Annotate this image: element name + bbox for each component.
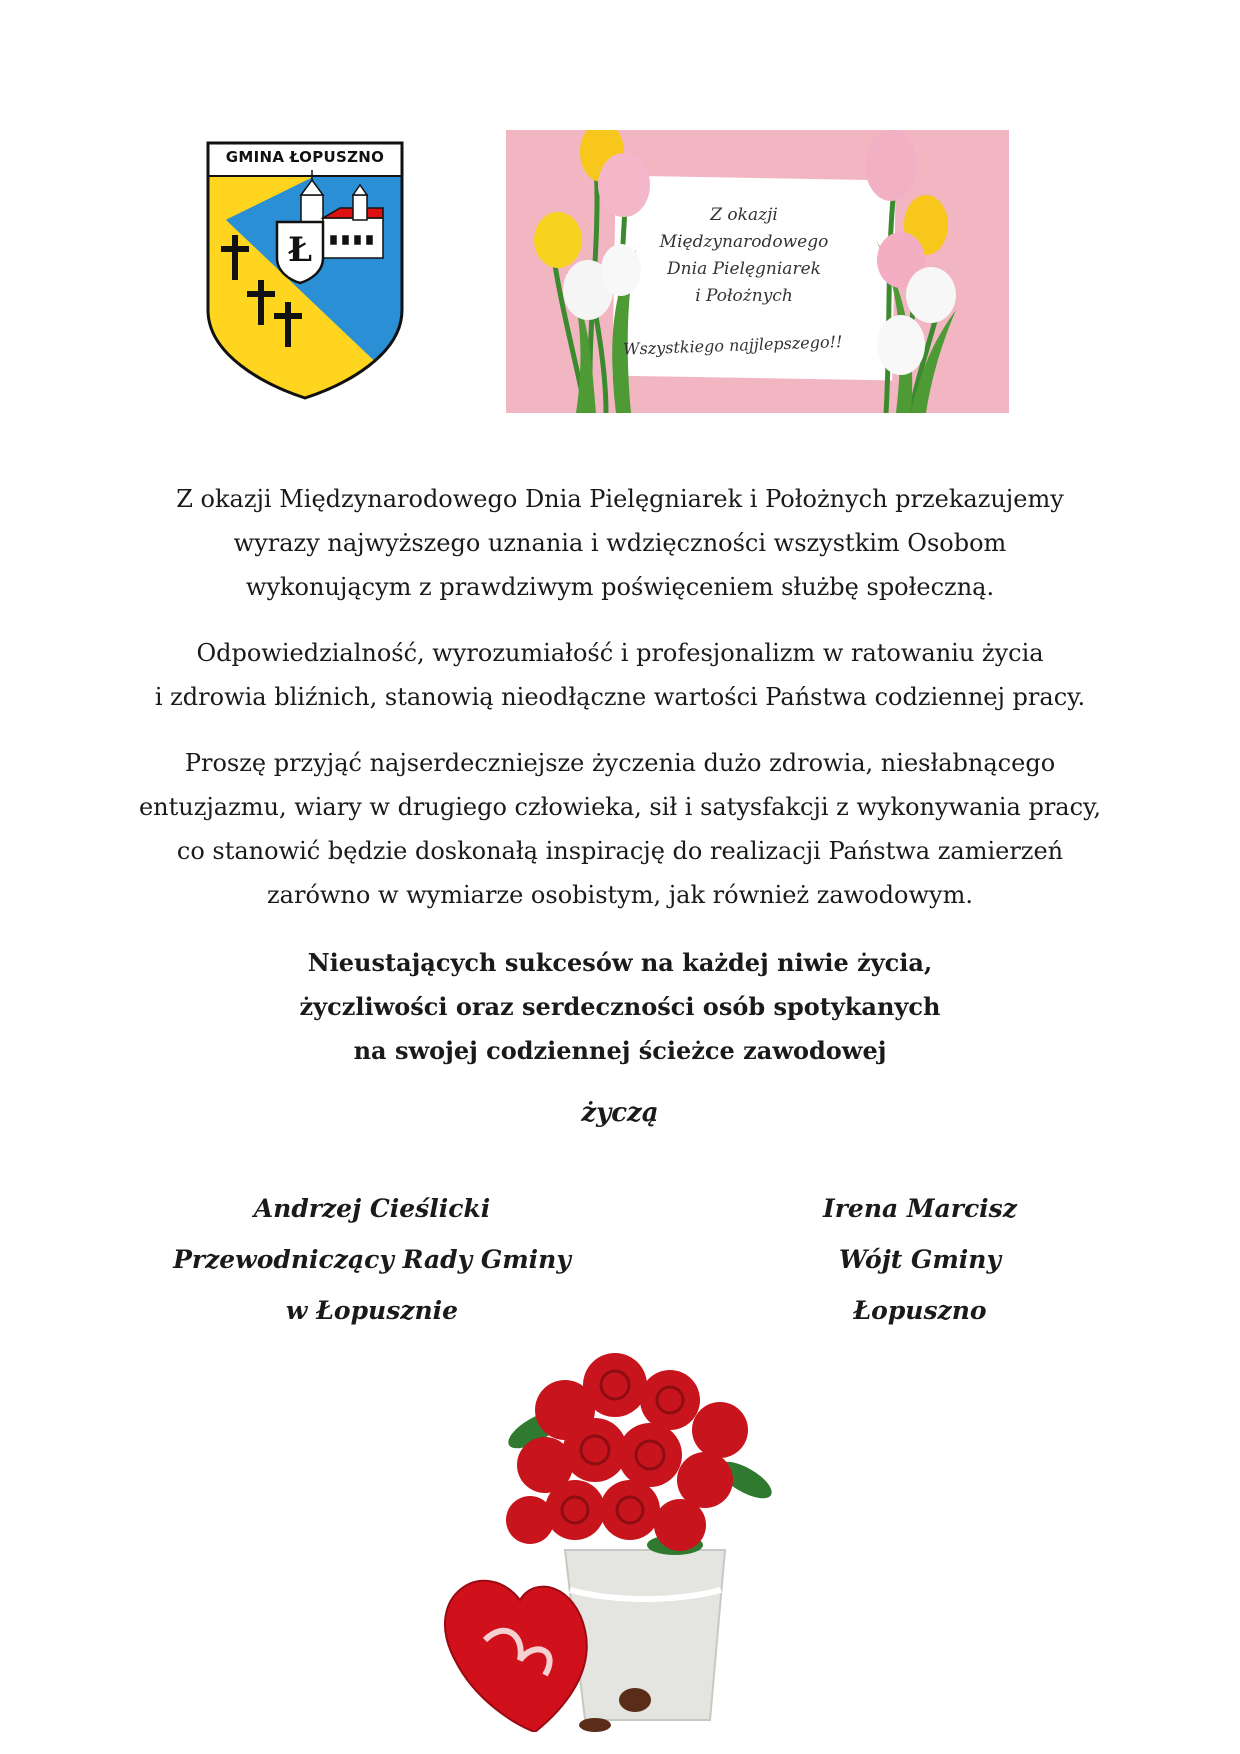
wish-line: na swojej codziennej ścieżce zawodowej <box>353 1036 887 1065</box>
paragraph-line: i zdrowia bliźnich, stanowią nieodłączne wartości Państwa codziennej pracy. <box>154 683 1086 711</box>
card-line: Międzynarodowego <box>659 232 829 252</box>
paragraph-line: Proszę przyjąć najserdeczniejsze życzenia dużo zdrowia, niesłabnącego <box>184 749 1056 777</box>
crest-emblem-letter: Ł <box>287 230 313 270</box>
paragraph-line: wyrazy najwyższego uznania i wdzięczności wszystkim Osobom <box>233 529 1007 557</box>
roses-illustration <box>425 1340 805 1732</box>
paragraph-values <box>120 631 1120 719</box>
paragraph-wishes <box>120 741 1120 917</box>
paragraph-line: zarówno w wymiarze osobistym, jak również zawodowym. <box>267 881 973 909</box>
bold-wishes <box>120 941 1120 1073</box>
signature-place: w Łopusznie <box>285 1296 459 1325</box>
card-greeting-lines <box>624 202 864 310</box>
card-line: Z okazji <box>710 205 778 225</box>
paragraph-line: Z okazji Międzynarodowego Dnia Pielęgniarek i Położnych przekazujemy <box>176 485 1064 513</box>
signature-left <box>162 1183 582 1336</box>
paragraph-line: wykonującym z prawdziwym poświęceniem służbę społeczną. <box>245 573 995 601</box>
signature-role: Przewodniczący Rady Gminy <box>173 1245 571 1274</box>
signature-role: Wójt Gminy <box>838 1245 1001 1274</box>
paragraph-greeting <box>120 477 1120 609</box>
from-line: życzą <box>581 1098 659 1128</box>
paragraph-line: co stanowić będzie doskonałą inspirację do realizacji Państwa zamierzeń <box>176 837 1064 865</box>
card-wish: Wszystkiego najjlepszego!! <box>622 332 843 359</box>
signature-place: Łopuszno <box>853 1296 987 1325</box>
card-line: i Położnych <box>695 286 793 306</box>
signature-right <box>760 1183 1080 1336</box>
signature-name: Irena Marcisz <box>823 1194 1017 1223</box>
signature-name: Andrzej Cieślicki <box>253 1194 491 1223</box>
wish-line: życzliwości oraz serdeczności osób spotykanych <box>299 992 941 1021</box>
paragraph-line: Odpowiedzialność, wyrozumiałość i profesjonalizm w ratowaniu życia <box>196 639 1044 667</box>
wish-line: Nieustających sukcesów na każdej niwie życia, <box>307 948 933 977</box>
paragraph-line: entuzjazmu, wiary w drugiego człowieka, sił i satysfakcji z wykonywania pracy, <box>138 793 1102 821</box>
crest-shield-image <box>205 140 405 402</box>
gmina-crest <box>205 140 405 402</box>
tulip-greeting-image <box>506 130 1009 413</box>
card-line: Dnia Pielęgniarek <box>667 259 821 279</box>
roses-bouquet-image <box>425 1340 805 1732</box>
crest-title: GMINA ŁOPUSZNO <box>225 148 385 166</box>
